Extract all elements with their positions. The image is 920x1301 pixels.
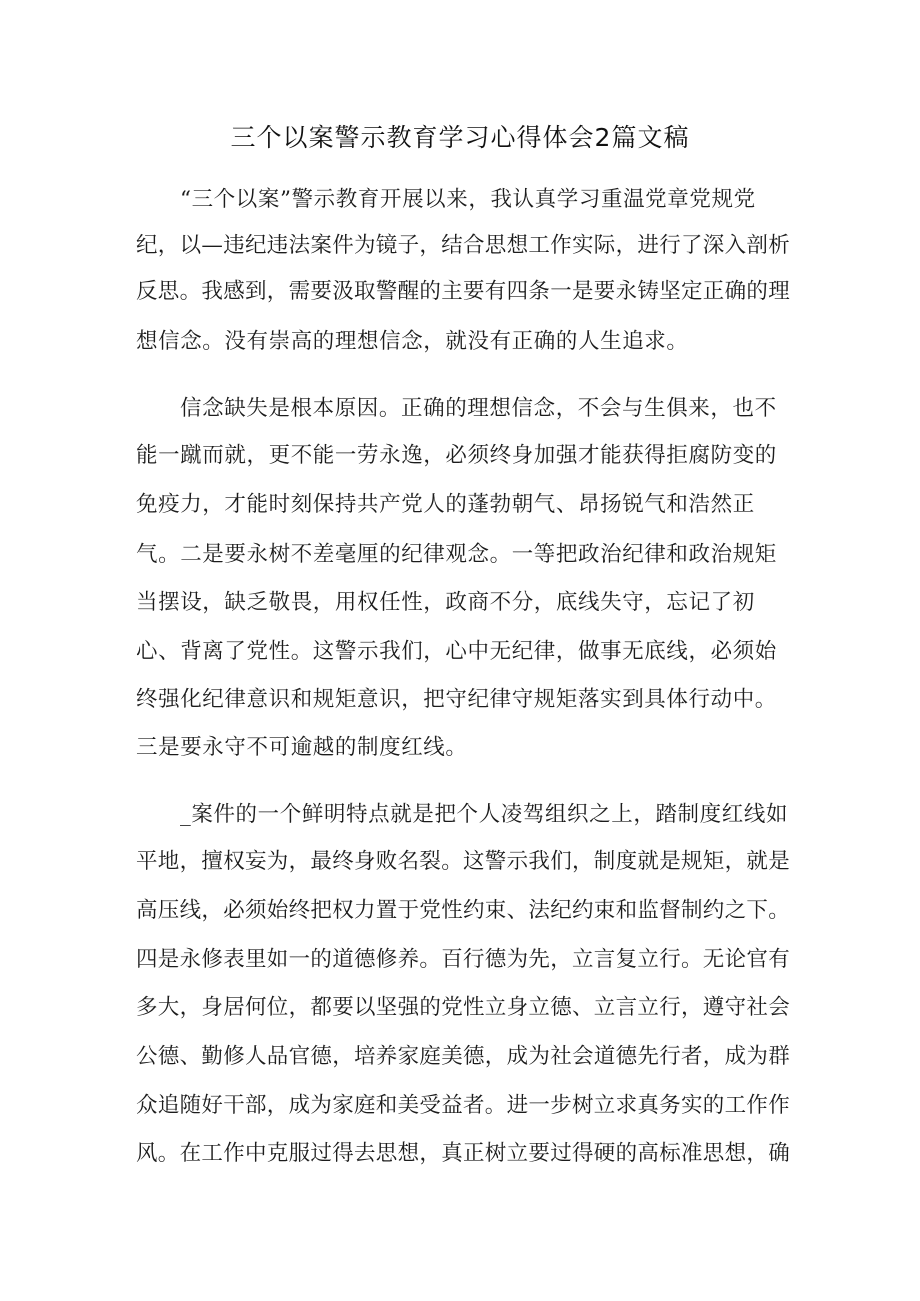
document-title: 三个以案警示教育学习心得体会2篇文稿: [230, 123, 690, 152]
paragraph-line: 能一蹴而就，更不能一劳永逸，必须终身加强才能获得拒腐防变的: [136, 443, 777, 468]
paragraph-line: 四是永修表里如一的道德修养。百行德为先，立言复立行。无论官有: [136, 947, 791, 972]
paragraph-line: 公德、勤修人品官德，培养家庭美德，成为社会道德先行者，成为群: [136, 1044, 791, 1069]
paragraph-line: 反思。我感到，需要汲取警醒的主要有四条一是要永铸坚定正确的理: [136, 279, 791, 304]
paragraph-line: 免疫力，才能时刻保持共产党人的蓬勃朝气、昂扬锐气和浩然正: [136, 492, 755, 517]
paragraph-line: 高压线，必须始终把权力置于党性约束、法纪约束和监督制约之下。: [136, 898, 791, 923]
paragraph-line: 气。二是要永树不差毫厘的纪律观念。一等把政治纪律和政治规矩: [136, 542, 777, 567]
paragraph-line: 众追随好干部，成为家庭和美受益者。进一步树立求真务实的工作作: [136, 1093, 791, 1118]
paragraph-line: 心、背离了党性。这警示我们，心中无纪律，做事无底线，必须始: [136, 639, 777, 664]
paragraph-line: 信念缺失是根本原因。正确的理想信念，不会与生俱来，也不: [180, 396, 777, 421]
paragraph-line: 平地，擅权妄为，最终身败名裂。这警示我们，制度就是规矩，就是: [136, 849, 791, 874]
paragraph-line: “三个以案”警示教育开展以来，我认真学习重温党章党规党: [180, 187, 756, 212]
paragraph-line: 当摆设，缺乏敬畏，用权任性，政商不分，底线失守，忘记了初: [136, 590, 755, 615]
paragraph-line: 多大，身居何位，都要以坚强的党性立身立德、立言立行，遵守社会: [136, 995, 791, 1020]
paragraph-line: 终强化纪律意识和规矩意识，把守纪律守规矩落实到具体行动中。: [136, 687, 777, 712]
paragraph-line: _案件的一个鲜明特点就是把个人凌驾组织之上，踏制度红线如: [180, 802, 789, 827]
paragraph-line: 风。在工作中克服过得去思想，真正树立要过得硬的高标准思想，确: [136, 1141, 791, 1166]
paragraph-line: 三是要永守不可逾越的制度红线。: [136, 735, 468, 760]
paragraph-line: 想信念。没有崇高的理想信念，就没有正确的人生追求。: [136, 329, 689, 354]
paragraph-line: 纪，以—违纪违法案件为镜子，结合思想工作实际，进行了深入剖析: [136, 233, 791, 258]
